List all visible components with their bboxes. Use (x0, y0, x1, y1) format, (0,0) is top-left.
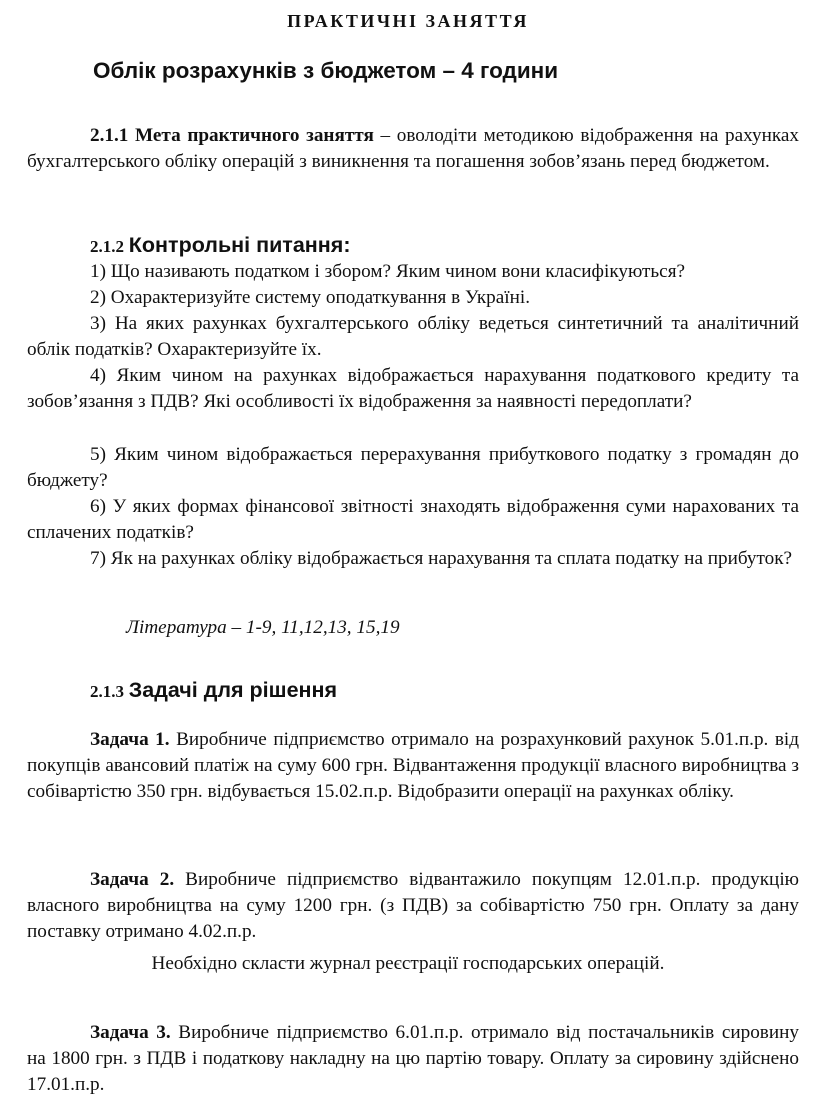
task-3-label: Задача 3. (90, 1022, 171, 1043)
question-6: 6) У яких формах фінансової звітності знаходять відображення суми нарахованих та сплачених податків? (27, 496, 799, 544)
goal-number: 2.1.1 (90, 125, 129, 146)
control-heading (27, 230, 799, 262)
task-2-note: Необхідно скласти журнал реєстрації господарських операцій. (151, 953, 665, 974)
topic-title: Облік розрахунків з бюджетом – 4 години (93, 58, 559, 83)
control-title: Контрольні питання: (128, 233, 351, 257)
tasks-number: 2.1.3 (90, 682, 124, 701)
question-3: 3) На яких рахунках бухгалтерського обліку ведеться синтетичний та аналітичний облік податків? Охарактеризуйте їх. (27, 313, 799, 361)
task-2-label: Задача 2. (90, 869, 175, 890)
control-number: 2.1.2 (90, 237, 124, 256)
task-2 (27, 867, 799, 946)
question-2: 2) Охарактеризуйте систему оподаткування в Україні. (90, 287, 531, 308)
task-2-text: Виробниче підприємство відвантажило покупцям 12.01.п.р. продукцію власного виробництва на суму 1200 грн. (з ПДВ) за собівартістю 750 грн. Оплату за дану поставку отримано 4.02.п.р. (27, 869, 799, 943)
task-3-text: Виробниче підприємство 6.01.п.р. отримало від постачальників сировину на 1800 грн. з ПДВ і податкову накладну на цю партію товару. Оплату за сировину здійснено 17.01.п.р. (27, 1022, 799, 1096)
question-5: 5) Яким чином відображається перерахування прибуткового податку з громадян до бюджету? (27, 444, 799, 492)
task-1-label: Задача 1. (90, 729, 170, 750)
page-header: ПРАКТИЧНІ ЗАНЯТТЯ (287, 11, 529, 31)
question-4: 4) Яким чином на рахунках відображається нарахування податкового кредиту та зобов’язання з ПДВ? Які особливості їх відображення за наявності передоплати? (27, 365, 799, 413)
tasks-title: Задачі для рішення (128, 678, 338, 702)
task-1 (27, 727, 799, 806)
question-1: 1) Що називають податком і збором? Яким чином вони класифікуються? (90, 261, 686, 282)
task-3 (27, 1020, 799, 1099)
question-7: 7) Як на рахунках обліку відображається нарахування та сплата податку на прибуток? (90, 548, 793, 569)
goal-text: – оволодіти методикою відображення на рахунках бухгалтерського обліку операцій з виникнення та погашення зобов’язань перед бюджетом. (27, 125, 799, 173)
goal-label: Мета практичного заняття (135, 125, 374, 146)
tasks-heading (27, 675, 799, 707)
literature-reference: Література – 1-9, 11,12,13, 15,19 (126, 617, 400, 638)
goal-paragraph (27, 123, 799, 175)
task-1-text: Виробниче підприємство отримало на розрахунковий рахунок 5.01.п.р. від покупців авансовий платіж на суму 600 грн. Відвантаження продукції власного виробництва з собівартістю 350 грн. відбувається 15.02.п.р. Відобразити операції на рахунках обліку. (27, 729, 800, 803)
